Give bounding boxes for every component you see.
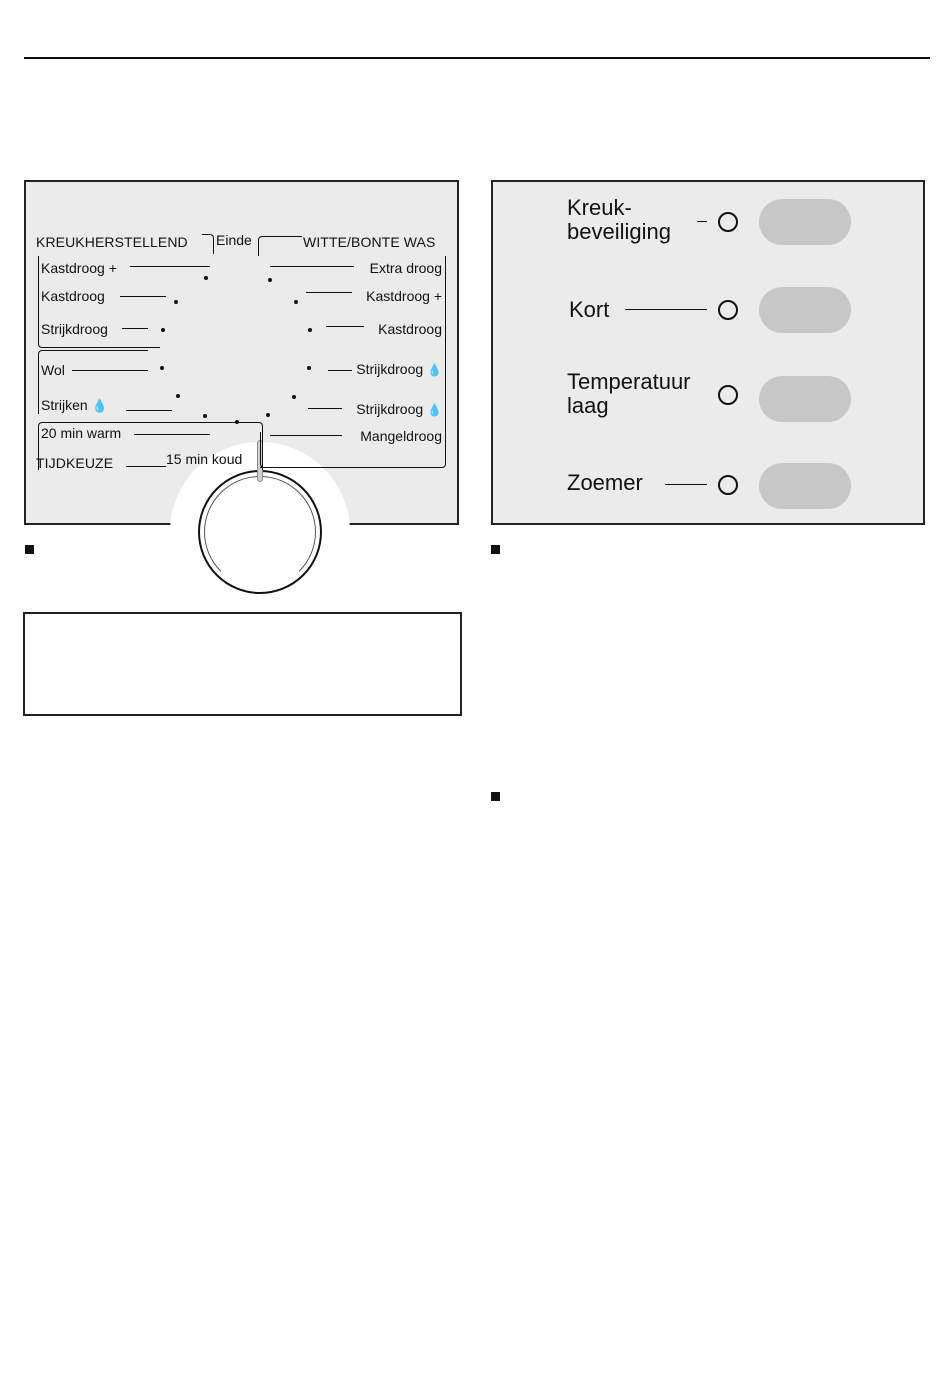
temperatuur-laag-indicator-light <box>718 385 738 405</box>
leader-line <box>308 408 342 409</box>
leader-line <box>122 328 148 329</box>
bracket-witte <box>258 236 302 256</box>
bracket-kreuk <box>202 234 214 254</box>
leader-line <box>134 434 210 435</box>
dial-position-dot <box>203 414 207 418</box>
two-drops-icon: 💧 <box>427 403 442 417</box>
label-kastdroog-plus-right: Kastdroog + <box>366 288 442 304</box>
label-tijdkeuze: TIJDKEUZE <box>36 455 114 471</box>
option-buttons-panel <box>491 180 925 525</box>
label-mangeldroog: Mangeldroog <box>360 428 442 444</box>
label-15-min-koud: 15 min koud <box>166 451 243 467</box>
bullet-marker <box>491 792 500 801</box>
label-witte-bonte-was: WITTE/BONTE WAS <box>303 234 436 250</box>
dial-position-dot <box>176 394 180 398</box>
bracket-witte-left <box>260 432 270 468</box>
label-strijken <box>41 397 108 414</box>
dial-position-dot <box>161 328 165 332</box>
kreukbeveiliging-indicator-light <box>718 212 738 232</box>
kort-indicator-light <box>718 300 738 320</box>
option-label-line: Temperatuur <box>567 369 691 394</box>
three-drops-icon: 💧 <box>91 398 108 413</box>
leader-line <box>665 484 707 485</box>
option-label-line: Zoemer <box>567 470 643 495</box>
option-label-line: laag <box>567 393 609 418</box>
leader-line <box>72 370 148 371</box>
leader-line <box>126 410 172 411</box>
label-kastdroog-left: Kastdroog <box>41 288 105 304</box>
label-extra-droog: Extra droog <box>369 260 442 276</box>
temperatuur-laag-button[interactable] <box>759 376 851 422</box>
one-drop-icon: 💧 <box>427 363 442 377</box>
top-rule <box>24 57 930 59</box>
label-strijkdroog-two-drops <box>356 401 442 418</box>
option-label-line: beveiliging <box>567 219 671 244</box>
note-box <box>23 612 462 716</box>
dial-inner-arc <box>204 476 316 588</box>
leader-line <box>328 370 352 371</box>
leader-line <box>270 435 342 436</box>
dial-position-dot <box>204 276 208 280</box>
kort-button[interactable] <box>759 287 851 333</box>
option-label-line: Kort <box>569 297 610 322</box>
option-label-temperatuur-laag <box>567 370 691 418</box>
option-label-kort <box>569 298 609 322</box>
label-strijkdroog-one-drop <box>356 361 442 378</box>
dial-position-dot <box>160 366 164 370</box>
option-label-line: Kreuk- <box>567 195 632 220</box>
kreukbeveiliging-button[interactable] <box>759 199 851 245</box>
label-strijkdroog-left: Strijkdroog <box>41 321 108 337</box>
dial-position-dot <box>174 300 178 304</box>
label-20-min-warm: 20 min warm <box>41 425 122 441</box>
leader-line <box>126 466 166 467</box>
label-kreukherstellend: KREUKHERSTELLEND <box>36 234 188 250</box>
label-wol: Wol <box>41 362 65 378</box>
label-strijken-text: Strijken <box>41 397 88 413</box>
leader-line <box>306 292 352 293</box>
leader-line <box>130 266 210 267</box>
label-einde: Einde <box>216 232 252 248</box>
zoemer-button[interactable] <box>759 463 851 509</box>
zoemer-indicator-light <box>718 475 738 495</box>
label-strijkdroog-one-text: Strijkdroog <box>356 361 424 377</box>
bullet-marker <box>491 545 500 554</box>
label-kastdroog-plus-left: Kastdroog + <box>41 260 117 276</box>
leader-line <box>270 266 354 267</box>
label-strijkdroog-two-text: Strijkdroog <box>356 401 424 417</box>
option-label-zoemer <box>567 471 643 495</box>
option-label-kreukbeveiliging <box>567 196 671 244</box>
leader-line <box>326 326 364 327</box>
bullet-marker <box>25 545 34 554</box>
leader-line <box>625 309 707 310</box>
leader-line <box>120 296 166 297</box>
program-dial-panel <box>24 180 459 525</box>
label-kastdroog-right: Kastdroog <box>378 321 442 337</box>
leader-line <box>697 221 707 222</box>
